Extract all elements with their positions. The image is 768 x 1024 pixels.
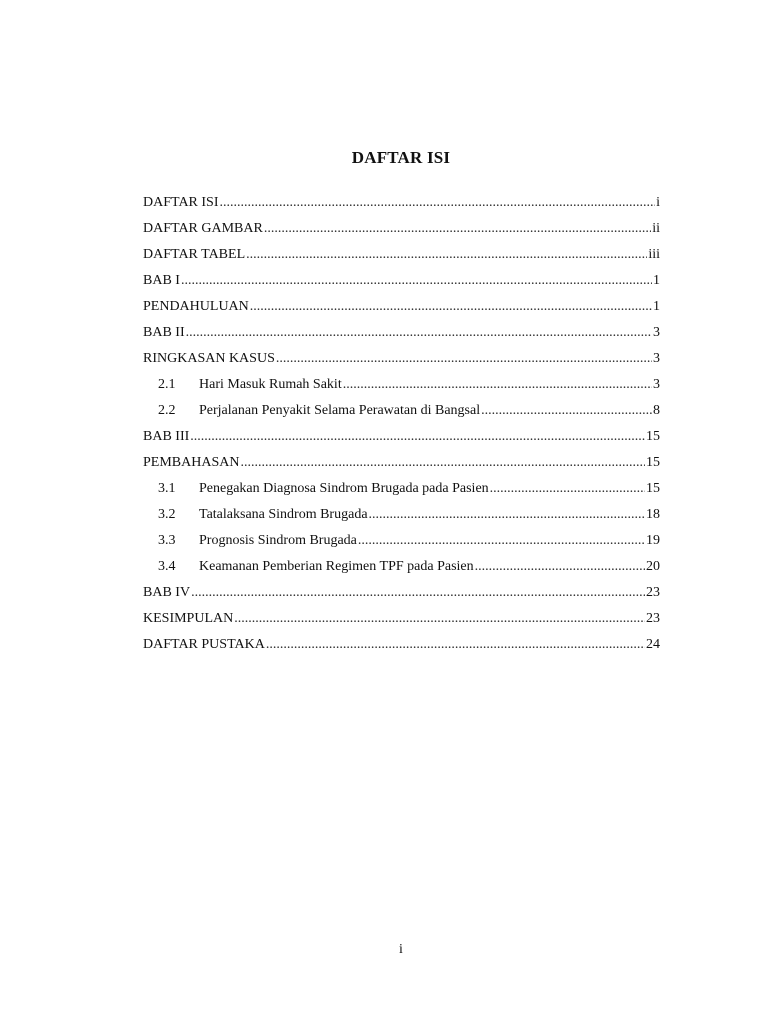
toc-entry-label: Keamanan Pemberian Regimen TPF pada Pasien [199,559,474,574]
dot-leader [246,246,647,264]
toc-entry-page: 1 [653,299,660,314]
toc-entry-label: BAB I [143,273,180,288]
dot-leader [266,636,645,654]
toc-subentry[interactable] [143,394,660,420]
toc-entry-label: BAB II [143,325,185,340]
toc-entry-label: BAB III [143,429,190,444]
toc-entry-label: PEMBAHASAN [143,455,240,470]
toc-entry-label: Hari Masuk Rumah Sakit [199,377,342,392]
toc-subentry[interactable] [143,550,660,576]
toc-entry-label: PENDAHULUAN [143,299,249,314]
toc-entry-page: 23 [646,611,660,626]
toc-entry-number: 3.4 [158,559,176,574]
toc-entry-label: KESIMPULAN [143,611,234,626]
toc-entry[interactable] [143,316,660,342]
toc-entry[interactable] [143,576,660,602]
dot-leader [186,324,652,342]
toc-entry[interactable] [143,420,660,446]
toc-entry-page: 8 [653,403,660,418]
table-of-contents [143,186,660,654]
toc-subentry[interactable] [143,472,660,498]
toc-entry-page: 3 [653,325,660,340]
toc-entry-label: DAFTAR TABEL [143,247,246,262]
toc-entry-page: 15 [646,455,660,470]
toc-entry-page: 15 [646,481,660,496]
toc-entry[interactable] [143,628,660,654]
toc-subentry[interactable] [143,498,660,524]
dot-leader [490,480,645,498]
toc-entry-label: Prognosis Sindrom Brugada [199,533,357,548]
toc-entry-page: i [656,195,660,210]
toc-entry[interactable] [143,238,660,264]
dot-leader [481,402,652,420]
dot-leader [181,272,652,290]
toc-entry[interactable] [143,264,660,290]
dot-leader [369,506,645,524]
toc-entry-number: 3.2 [158,507,176,522]
toc-entry-page: 3 [653,351,660,366]
toc-entry-label: Tatalaksana Sindrom Brugada [199,507,368,522]
toc-entry-label: DAFTAR PUSTAKA [143,637,265,652]
dot-leader [250,298,652,316]
dot-leader [191,584,645,602]
toc-subentry[interactable] [143,524,660,550]
toc-entry-label: DAFTAR GAMBAR [143,221,263,236]
toc-entry[interactable] [143,186,660,212]
toc-entry-label: Perjalanan Penyakit Selama Perawatan di Bangsal [199,403,481,418]
dot-leader [190,428,645,446]
dot-leader [343,376,652,394]
toc-entry-number: 2.1 [158,377,176,392]
toc-entry-page: 1 [653,273,660,288]
toc-entry-page: 23 [646,585,660,600]
dot-leader [475,558,645,576]
toc-entry-page: 3 [653,377,660,392]
toc-entry-label: BAB IV [143,585,191,600]
toc-entry[interactable] [143,212,660,238]
toc-entry-page: 18 [646,507,660,522]
toc-entry-label: Penegakan Diagnosa Sindrom Brugada pada Pasien [199,481,489,496]
toc-entry-number: 2.2 [158,403,176,418]
toc-entry-label: DAFTAR ISI [143,195,219,210]
toc-entry[interactable] [143,342,660,368]
dot-leader [234,610,645,628]
page-title: DAFTAR ISI [351,148,451,167]
toc-entry[interactable] [143,290,660,316]
dot-leader [240,454,645,472]
toc-entry-number: 3.1 [158,481,176,496]
toc-entry-page: iii [648,247,660,262]
dot-leader [276,350,652,368]
toc-subentry[interactable] [143,368,660,394]
toc-entry-number: 3.3 [158,533,176,548]
toc-entry-page: 15 [646,429,660,444]
toc-entry-page: 19 [646,533,660,548]
toc-entry[interactable] [143,602,660,628]
toc-entry[interactable] [143,446,660,472]
toc-entry-label: RINGKASAN KASUS [143,351,275,366]
toc-entry-page: 20 [646,559,660,574]
dot-leader [358,532,645,550]
toc-entry-page: ii [652,221,660,236]
dot-leader [220,194,656,212]
page-number: i [399,942,403,957]
toc-entry-page: 24 [646,637,660,652]
dot-leader [264,220,651,238]
